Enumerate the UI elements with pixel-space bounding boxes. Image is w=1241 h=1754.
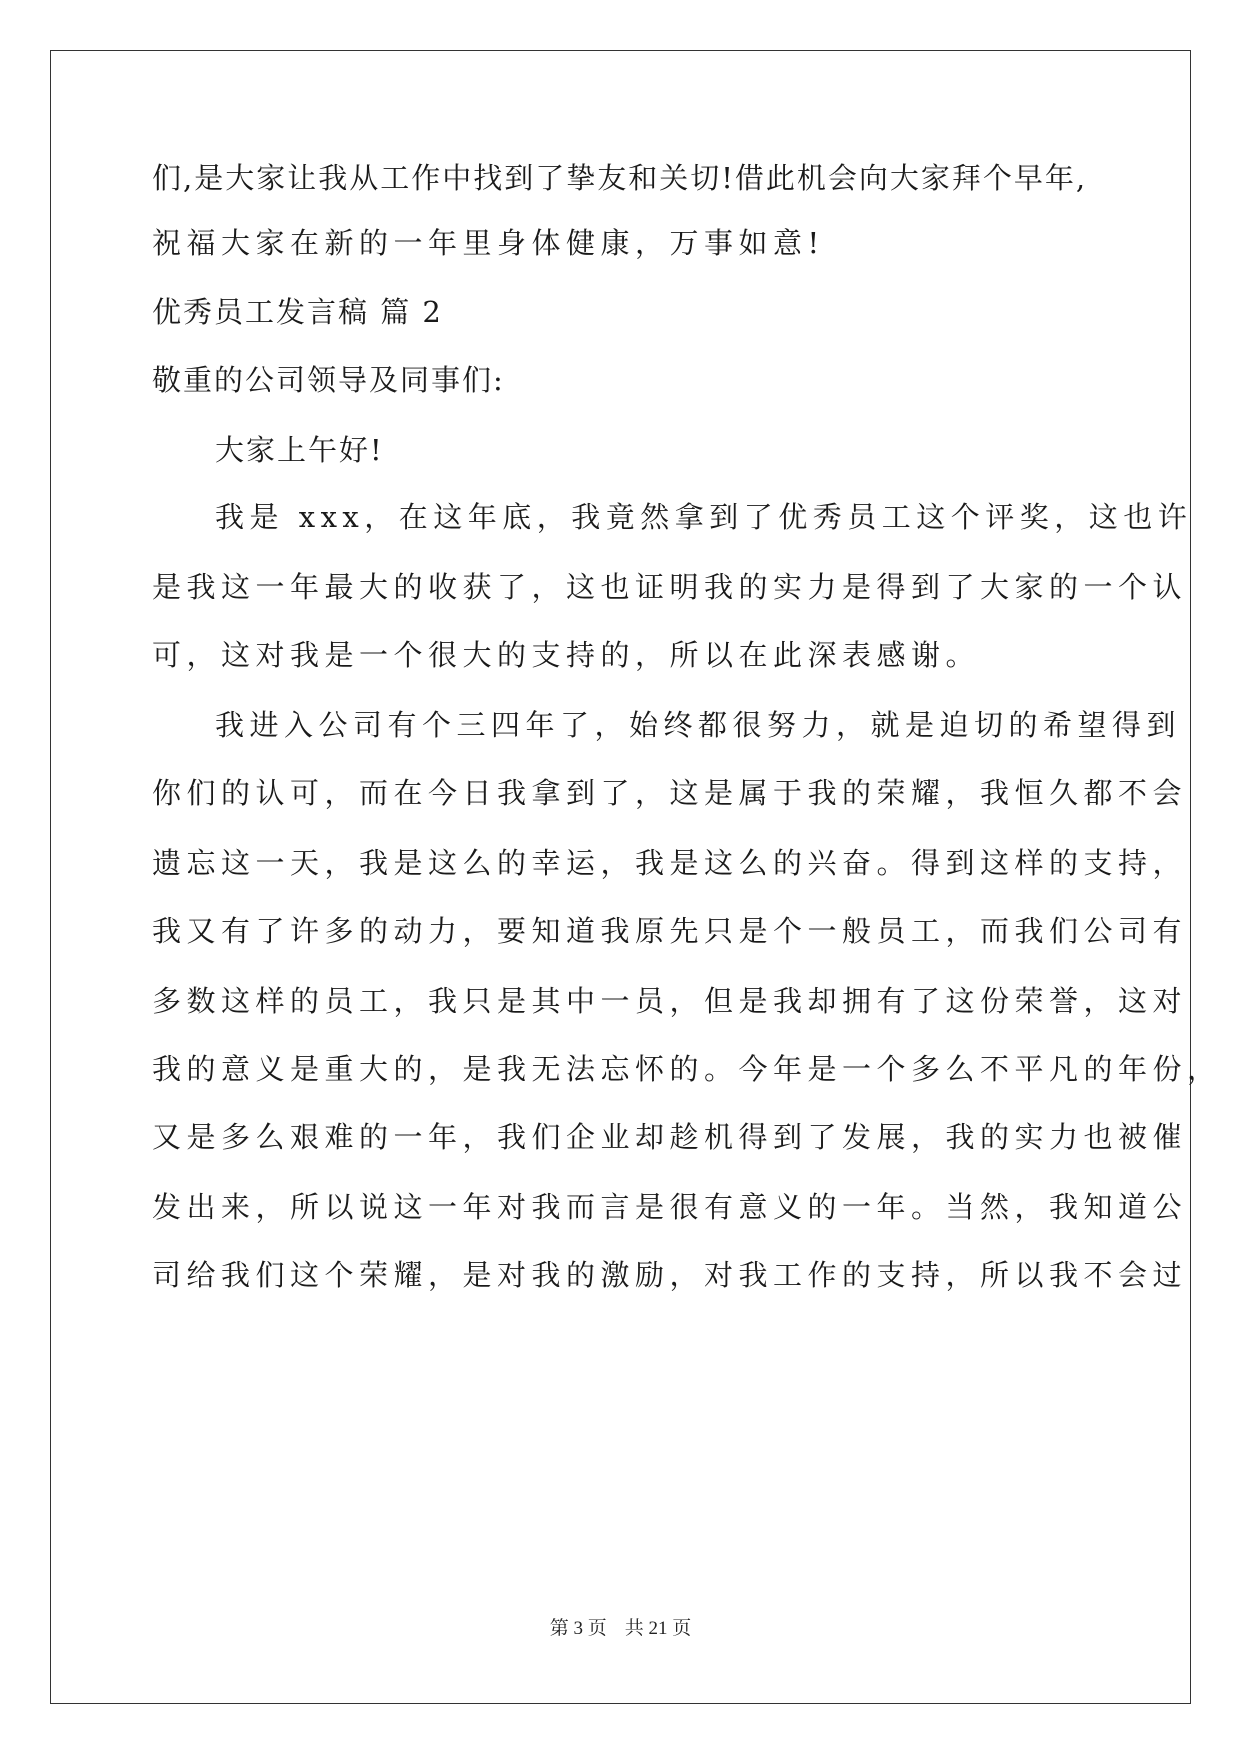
text-line: 我是 xxx，在这年底，我竟然拿到了优秀员工这个评奖，这也许 (215, 500, 1193, 534)
text-line: 可，这对我是一个很大的支持的，所以在此深表感谢。 (152, 638, 981, 672)
greeting: 大家上午好! (215, 433, 384, 467)
text-line: 们,是大家让我从工作中找到了挚友和关切!借此机会向大家拜个早年, (152, 161, 1088, 195)
page-number: 第 3 页 (549, 1618, 607, 1639)
page-total: 共 21 页 (624, 1618, 692, 1639)
text-line: 多数这样的员工，我只是其中一员，但是我却拥有了这份荣誉，这对 (152, 984, 1188, 1018)
salutation: 敬重的公司领导及同事们: (152, 363, 505, 397)
text-line: 又是多么艰难的一年，我们企业却趁机得到了发展，我的实力也被催 (152, 1120, 1188, 1154)
text-line: 司给我们这个荣耀，是对我的激励，对我工作的支持，所以我不会过 (152, 1258, 1188, 1292)
text-line: 我进入公司有个三四年了，始终都很努力，就是迫切的希望得到 (215, 708, 1182, 742)
text-line: 遗忘这一天，我是这么的幸运，我是这么的兴奋。得到这样的支持， (152, 846, 1188, 880)
text-line: 祝福大家在新的一年里身体健康，万事如意! (152, 226, 825, 260)
text-line: 我的意义是重大的，是我无法忘怀的。今年是一个多么不平凡的年份， (152, 1052, 1222, 1086)
text-line: 我又有了许多的动力，要知道我原先只是个一般员工，而我们公司有 (152, 914, 1188, 948)
page-footer (0, 1617, 1241, 1641)
text-line: 是我这一年最大的收获了，这也证明我的实力是得到了大家的一个认 (152, 570, 1188, 604)
text-line: 发出来，所以说这一年对我而言是很有意义的一年。当然，我知道公 (152, 1190, 1188, 1224)
section-heading: 优秀员工发言稿 篇 2 (152, 295, 443, 329)
text-line: 你们的认可，而在今日我拿到了，这是属于我的荣耀，我恒久都不会 (152, 776, 1188, 810)
